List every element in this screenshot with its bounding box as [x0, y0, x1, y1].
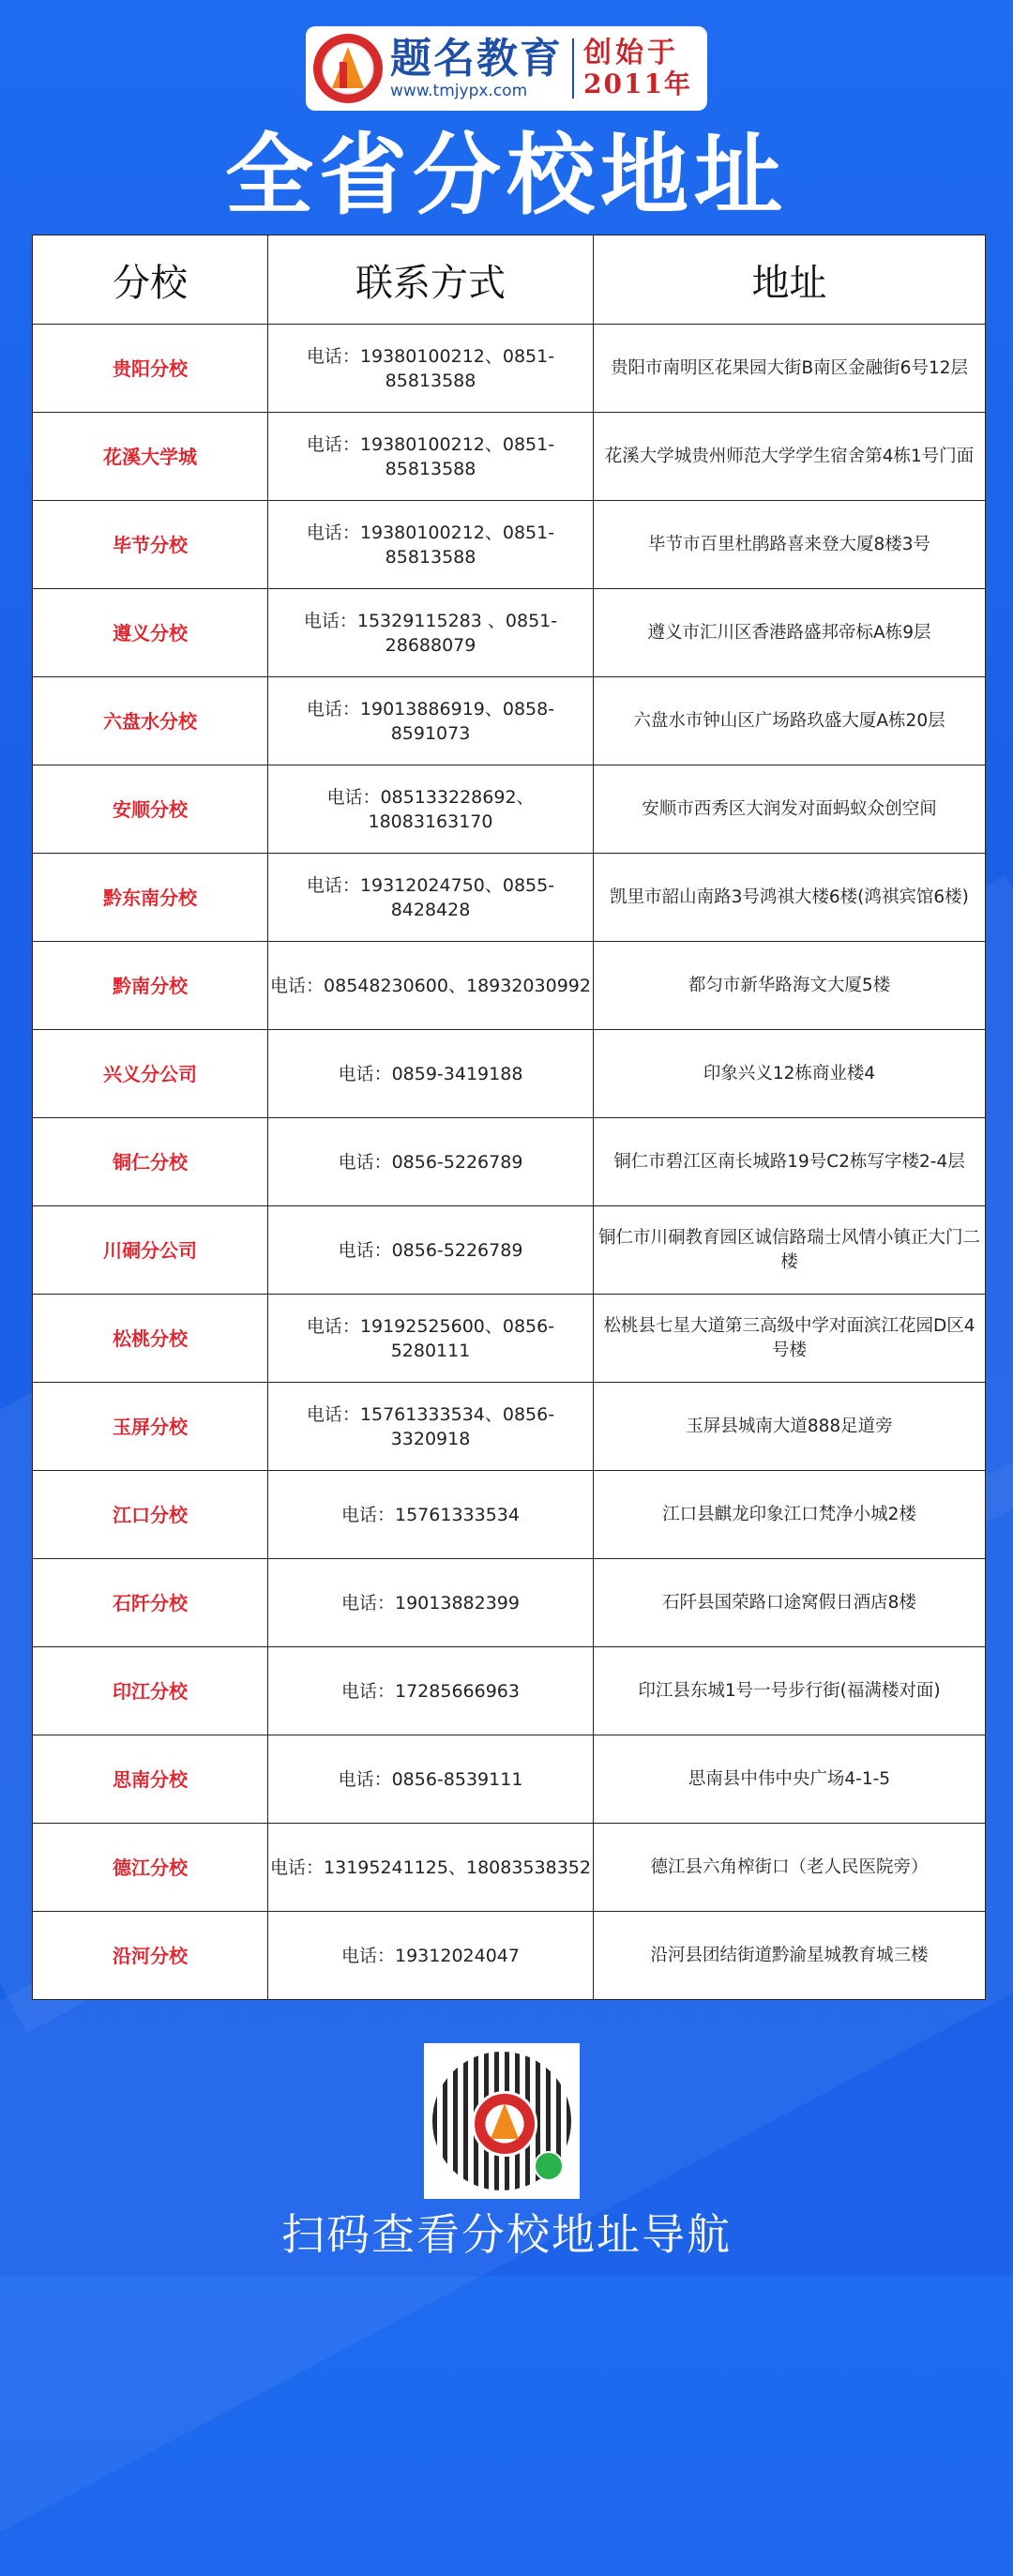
- contact-cell: 电话：0856-5226789: [268, 1206, 594, 1295]
- address-cell: 松桃县七星大道第三高级中学对面滨江花园D区4号楼: [594, 1295, 986, 1383]
- contact-cell: 电话：13195241125、18083538352: [268, 1824, 594, 1912]
- branch-name-cell: 毕节分校: [33, 501, 268, 589]
- contact-cell: 电话：0856-8539111: [268, 1735, 594, 1824]
- branch-table: [32, 235, 985, 2000]
- table-row: [33, 1559, 986, 1647]
- branch-name-cell: 铜仁分校: [33, 1118, 268, 1206]
- address-cell: 德江县六角榨街口（老人民医院旁）: [594, 1824, 986, 1912]
- address-cell: 毕节市百里杜鹃路喜来登大厦8楼3号: [594, 501, 986, 589]
- table-row: [33, 589, 986, 677]
- address-cell: 印象兴义12栋商业楼4: [594, 1030, 986, 1118]
- page-title: 全省分校地址: [224, 125, 788, 227]
- logo-name: 题名教育: [390, 35, 563, 83]
- table-row: [33, 325, 986, 413]
- address-cell: 江口县麒龙印象江口梵净小城2楼: [594, 1471, 986, 1559]
- table-row: [33, 1912, 986, 2000]
- qr-caption: 扫码查看分校地址导航: [281, 2209, 732, 2260]
- table-row: [33, 1735, 986, 1824]
- logo-since-line2: 2011年: [583, 68, 692, 99]
- contact-cell: 电话：17285666963: [268, 1647, 594, 1735]
- address-cell: 铜仁市川硐教育园区诚信路瑞士风情小镇正大门二楼: [594, 1206, 986, 1295]
- table-row: [33, 413, 986, 501]
- branch-name-cell: 松桃分校: [33, 1295, 268, 1383]
- brand-logo: [306, 26, 707, 111]
- qr-code-icon: [432, 2052, 571, 2190]
- address-cell: 都匀市新华路海文大厦5楼: [594, 942, 986, 1030]
- table-row: [33, 854, 986, 942]
- branch-name-cell: 玉屏分校: [33, 1383, 268, 1471]
- address-cell: 安顺市西秀区大润发对面蚂蚁众创空间: [594, 765, 986, 854]
- logo-divider: [572, 38, 574, 98]
- contact-cell: 电话：0856-5226789: [268, 1118, 594, 1206]
- branch-name-cell: 贵阳分校: [33, 325, 268, 413]
- address-cell: 玉屏县城南大道888足道旁: [594, 1383, 986, 1471]
- table-row: [33, 1030, 986, 1118]
- contact-cell: 电话：19312024047: [268, 1912, 594, 2000]
- contact-cell: 电话：0859-3419188: [268, 1030, 594, 1118]
- branch-name-cell: 川硐分公司: [33, 1206, 268, 1295]
- address-cell: 沿河县团结街道黔渝星城教育城三楼: [594, 1912, 986, 2000]
- contact-cell: 电话：15761333534: [268, 1471, 594, 1559]
- contact-cell: 电话：19192525600、0856-5280111: [268, 1295, 594, 1383]
- qr-code[interactable]: [424, 2043, 580, 2199]
- branch-name-cell: 安顺分校: [33, 765, 268, 854]
- contact-cell: 电话：15329115283 、0851-28688079: [268, 589, 594, 677]
- address-cell: 遵义市汇川区香港路盛邦帝标A栋9层: [594, 589, 986, 677]
- contact-cell: 电话：19380100212、0851-85813588: [268, 325, 594, 413]
- header-address: 地址: [594, 235, 986, 325]
- address-cell: 六盘水市钟山区广场路玖盛大厦A栋20层: [594, 677, 986, 765]
- table-row: [33, 765, 986, 854]
- contact-cell: 电话：19380100212、0851-85813588: [268, 413, 594, 501]
- contact-cell: 电话：19013886919、0858-8591073: [268, 677, 594, 765]
- table-row: [33, 942, 986, 1030]
- branch-name-cell: 遵义分校: [33, 589, 268, 677]
- contact-cell: 电话：15761333534、0856-3320918: [268, 1383, 594, 1471]
- mini-program-icon: [534, 2151, 564, 2181]
- branch-name-cell: 兴义分公司: [33, 1030, 268, 1118]
- address-cell: 凯里市韶山南路3号鸿祺大楼6楼(鸿祺宾馆6楼): [594, 854, 986, 942]
- school-emblem-icon: [313, 34, 383, 103]
- address-cell: 思南县中伟中央广场4-1-5: [594, 1735, 986, 1824]
- table-row: [33, 1206, 986, 1295]
- branch-name-cell: 沿河分校: [33, 1912, 268, 2000]
- contact-cell: 电话：08548230600、18932030992: [268, 942, 594, 1030]
- address-cell: 石阡县国荣路口途窝假日酒店8楼: [594, 1559, 986, 1647]
- branch-name-cell: 江口分校: [33, 1471, 268, 1559]
- logo-text-block: [390, 37, 563, 100]
- branch-name-cell: 石阡分校: [33, 1559, 268, 1647]
- branch-name-cell: 德江分校: [33, 1824, 268, 1912]
- address-cell: 花溪大学城贵州师范大学学生宿舍第4栋1号门面: [594, 413, 986, 501]
- header-contact: 联系方式: [268, 235, 594, 325]
- address-cell: 印江县东城1号一号步行街(福满楼对面): [594, 1647, 986, 1735]
- branch-name-cell: 黔南分校: [33, 942, 268, 1030]
- branch-name-cell: 黔东南分校: [33, 854, 268, 942]
- branch-name-cell: 思南分校: [33, 1735, 268, 1824]
- address-cell: 贵阳市南明区花果园大街B南区金融街6号12层: [594, 325, 986, 413]
- table-row: [33, 1383, 986, 1471]
- table-row: [33, 1295, 986, 1383]
- logo-since-line1: 创始于: [583, 37, 679, 69]
- table-header-row: [33, 235, 986, 325]
- logo-url: www.tmjypx.com: [390, 82, 528, 100]
- contact-cell: 电话：19380100212、0851-85813588: [268, 501, 594, 589]
- branch-name-cell: 花溪大学城: [33, 413, 268, 501]
- logo-since: [583, 38, 692, 99]
- table-row: [33, 1118, 986, 1206]
- school-emblem-icon: [472, 2091, 537, 2157]
- contact-cell: 电话：085133228692、18083163170: [268, 765, 594, 854]
- branch-name-cell: 六盘水分校: [33, 677, 268, 765]
- table-row: [33, 1647, 986, 1735]
- table-row: [33, 1471, 986, 1559]
- table-row: [33, 501, 986, 589]
- header-branch: 分校: [33, 235, 268, 325]
- table-row: [33, 1824, 986, 1912]
- table-row: [33, 677, 986, 765]
- contact-cell: 电话：19312024750、0855-8428428: [268, 854, 594, 942]
- address-cell: 铜仁市碧江区南长城路19号C2栋写字楼2-4层: [594, 1118, 986, 1206]
- branch-name-cell: 印江分校: [33, 1647, 268, 1735]
- contact-cell: 电话：19013882399: [268, 1559, 594, 1647]
